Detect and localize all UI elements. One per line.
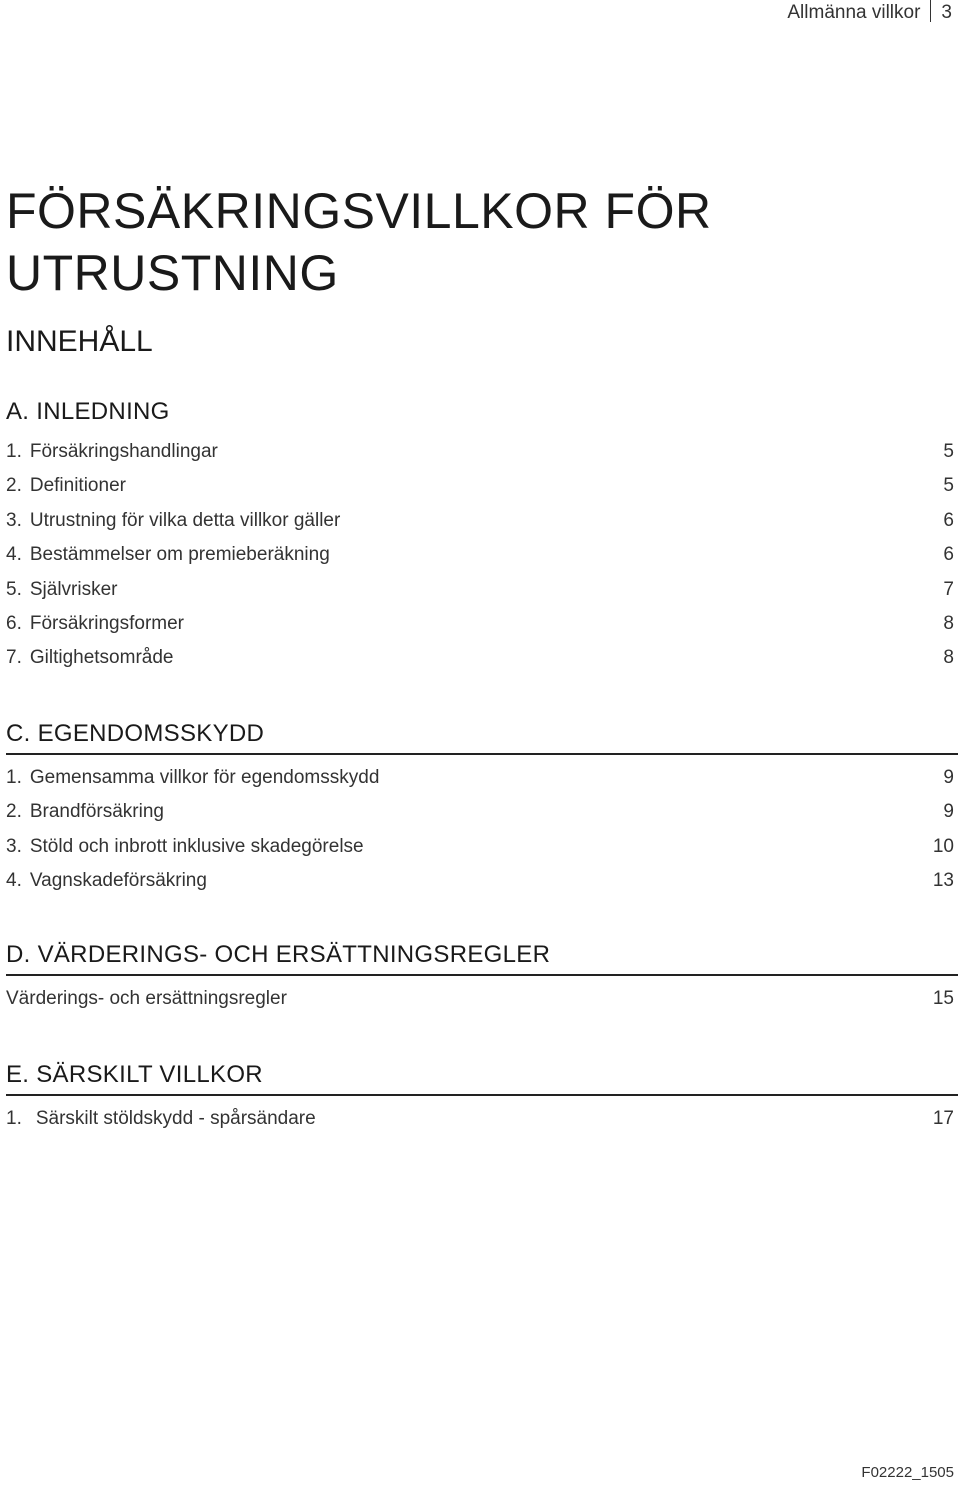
toc-entry[interactable] [6, 1102, 958, 1136]
toc-entry-number: 1. [6, 441, 22, 462]
toc-entry[interactable] [6, 761, 958, 795]
toc-entry-page: 7 [943, 578, 954, 600]
toc-entry-page: 10 [932, 835, 954, 857]
toc-section-d [6, 940, 958, 1016]
toc-entry[interactable] [6, 469, 958, 503]
toc-heading: INNEHÅLL [6, 325, 153, 358]
toc-entry-number: 3. [6, 509, 22, 531]
toc-entry[interactable] [6, 641, 958, 675]
toc-entry-label: Självrisker [29, 578, 118, 600]
toc-entry-label: Försäkringshandlingar [29, 441, 218, 462]
toc-entry-number: 3. [6, 835, 22, 857]
toc-entry-number: 2. [6, 801, 22, 823]
toc-entry-label: Stöld och inbrott inklusive skadegörelse [29, 835, 364, 857]
toc-section-a [6, 397, 958, 676]
toc-section-c [6, 719, 958, 899]
page-number: 3 [941, 2, 952, 23]
toc-list-d [6, 982, 958, 1016]
running-header [787, 0, 952, 25]
toc-entry-number: 6. [6, 613, 22, 635]
running-header-title: Allmänna villkor [787, 2, 921, 23]
toc-entry-number: 2. [6, 475, 22, 497]
toc-entry-page: 6 [943, 509, 954, 531]
toc-entry[interactable] [6, 830, 958, 864]
toc-entry-page: 8 [943, 647, 954, 669]
toc-entry-label: Vagnskadeförsäkring [29, 870, 207, 892]
toc-entry-label: Värderings- och ersättningsregler [6, 988, 287, 1009]
section-heading-c: C. EGENDOMSSKYDD [6, 719, 958, 755]
toc-section-e [6, 1060, 958, 1136]
toc-entry-number: 1. [6, 1108, 22, 1129]
document-title-line-2: UTRUSTNING [6, 245, 339, 301]
header-divider [930, 0, 931, 22]
toc-entry-page: 13 [932, 870, 954, 892]
toc-entry[interactable] [6, 607, 958, 641]
toc-entry-label: Utrustning för vilka detta villkor gäller [29, 509, 341, 531]
toc-entry-page: 6 [943, 544, 954, 566]
toc-entry-label: Brandförsäkring [29, 801, 164, 823]
toc-entry[interactable] [6, 538, 958, 572]
toc-entry-number: 1. [6, 767, 22, 788]
toc-entry-page: 9 [943, 801, 954, 823]
toc-entry[interactable] [6, 795, 958, 829]
toc-entry[interactable] [6, 864, 958, 898]
toc-entry-number: 5. [6, 578, 22, 600]
toc-entry-label: Försäkringsformer [29, 613, 185, 635]
document-title [6, 180, 946, 304]
toc-entry-label: Bestämmelser om premieberäkning [29, 544, 330, 566]
toc-entry-page: 15 [932, 988, 954, 1009]
toc-entry-number: 4. [6, 870, 22, 892]
toc-entry-page: 5 [943, 441, 954, 462]
toc-entry-page: 9 [943, 767, 954, 788]
document-code: F02222_1505 [861, 1464, 954, 1481]
section-heading-a: A. INLEDNING [6, 398, 170, 425]
toc-entry-label: Definitioner [29, 475, 126, 497]
toc-entry[interactable] [6, 573, 958, 607]
toc-entry-number: 7. [6, 647, 22, 669]
toc-entry-label: Gemensamma villkor för egendomsskydd [29, 767, 380, 788]
document-title-line-1: FÖRSÄKRINGSVILLKOR FÖR [6, 183, 712, 239]
section-heading-d: D. VÄRDERINGS- OCH ERSÄTTNINGSREGLER [6, 940, 958, 976]
section-heading-e: E. SÄRSKILT VILLKOR [6, 1060, 958, 1096]
toc-list-e [6, 1102, 958, 1136]
toc-list-a [6, 435, 958, 676]
toc-entry[interactable] [6, 435, 958, 469]
toc-entry[interactable] [6, 982, 958, 1016]
toc-entry-page: 17 [932, 1108, 954, 1129]
toc-entry-label: Giltighetsområde [29, 647, 174, 669]
toc-entry-page: 8 [943, 613, 954, 635]
toc-list-c [6, 761, 958, 899]
toc-entry-page: 5 [943, 475, 954, 497]
toc-entry-label: Särskilt stöldskydd - spårsändare [35, 1108, 316, 1129]
toc-entry-number: 4. [6, 544, 22, 566]
toc-entry[interactable] [6, 504, 958, 538]
